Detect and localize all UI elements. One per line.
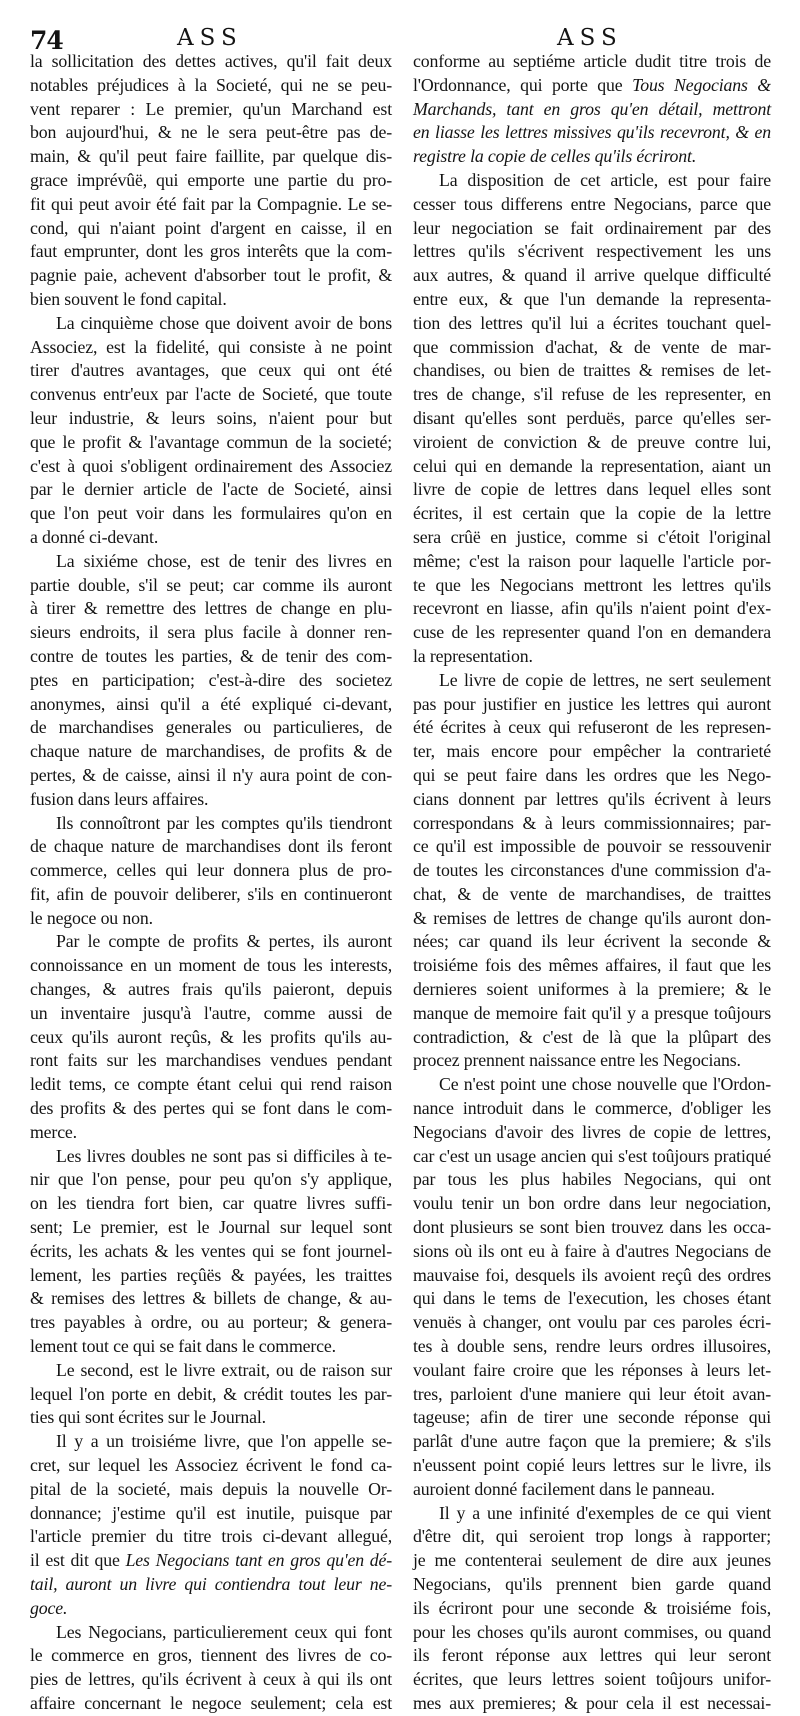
right-text-line: l'Ordonnance, qui porte que Tous Negocians & xyxy=(413,74,771,95)
right-text-line: d'être dit, qui seroient trop longs à rapporter; xyxy=(413,1526,771,1547)
left-text-line: ptes en participation; c'est-à-dire des societez xyxy=(30,669,392,690)
right-text-line: pour les choses qu'ils auront commises, ou quand xyxy=(413,1621,771,1642)
left-text-line: tail, auront un livre qui contiendra tout leur ne- xyxy=(30,1574,392,1594)
left-text-line: anonymes, ainsi qu'il a été expliqué ci-devant, xyxy=(30,693,392,714)
right-text-line: qui se peut faire dans les ordres que les Nego- xyxy=(413,764,771,785)
left-text-line: La sixiéme chose, est de tenir des livres en xyxy=(56,550,392,571)
right-text-line: manque de memoire fait qu'il y a presque toûjours xyxy=(413,1002,771,1023)
left-text-line: partie double, s'il se peut; car comme ils auront xyxy=(30,574,392,595)
left-text-line: tres payables à ordre, ou au porteur; & genera- xyxy=(30,1312,392,1333)
right-text-line: je me contenterai seulement de dire aux jeunes xyxy=(413,1550,771,1571)
right-text-line: contradiction, & c'est de là que la plûpart des xyxy=(413,1026,771,1047)
right-text-line: la representation. xyxy=(413,645,533,666)
left-text-line: Par le compte de profits & pertes, ils auront xyxy=(56,931,392,952)
left-text-line: de marchandises generales ou particulieres, de xyxy=(30,717,392,738)
right-text-line: voulant faire croire que les réponses à leurs let- xyxy=(413,1359,771,1380)
left-text-line: convenus entr'eux par l'acte de Societé, que toute xyxy=(30,384,392,405)
left-text-line: nir que l'on pense, pour peu qu'on s'y applique, xyxy=(30,1169,392,1190)
left-text-line: notables préjudices à la Societé, qui ne se peu- xyxy=(30,74,392,95)
left-text-line: un inventaire jusqu'à l'autre, comme aussi de xyxy=(30,1002,392,1023)
left-text-line: la sollicitation des dettes actives, qu'il fait deux xyxy=(30,51,392,71)
right-text-line: en liasse les lettres missives qu'ils recevront, & en xyxy=(413,122,771,143)
right-text-line: parlât d'une autre façon que la premiere; & s'ils xyxy=(413,1431,771,1452)
right-text-line: n'eussent point copié leurs lettres sur le livre, ils xyxy=(413,1455,771,1476)
right-text-line: tes à double sens, rendre leurs ordres illusoires, xyxy=(413,1336,771,1357)
left-text-line: écrits, les achats & les ventes qui se font journel- xyxy=(30,1240,392,1261)
left-text-line: cret, sur lequel les Associez écrivent le fond ca- xyxy=(30,1455,392,1476)
page-number: 74 xyxy=(30,26,63,55)
right-text-line: même; c'est la raison pour laquelle l'article por- xyxy=(413,550,771,571)
left-text-line: Il y a un troisiéme livre, que l'on appelle se- xyxy=(56,1431,392,1452)
left-text-line: faut emprunter, dont les gros interêts que la com- xyxy=(30,241,392,262)
right-text-line: Le livre de copie de lettres, ne sert seulement xyxy=(439,669,771,690)
right-text-line: procez prennent naissance entre les Negocians. xyxy=(413,1050,741,1071)
left-text-line: main, & qu'il peut faire faillite, par quelque dis- xyxy=(30,146,392,167)
right-text-line: aux autres, & quand il arrive quelque difficulté xyxy=(413,265,771,286)
left-text-line: grace imprévûë, qui emporte une partie du pro- xyxy=(30,169,392,190)
right-text-line: & remises de lettres de change qu'ils auront don- xyxy=(413,907,771,928)
right-text-line: tageuse; afin de tirer une seconde réponse qui xyxy=(413,1407,771,1428)
left-text-line: lequel l'on porte en debit, & crédit toutes les par- xyxy=(30,1383,392,1404)
right-text-line: troisiéme fois des mêmes affaires, il faut que les xyxy=(413,955,771,976)
left-text-line: il est dit que Les Negocians tant en gros qu'en dé- xyxy=(30,1550,392,1571)
left-text-line: lement, les parties reçûës & payées, les traittes xyxy=(30,1264,392,1285)
left-text-line: ront faits sur les marchandises vendues pendant xyxy=(30,1050,392,1071)
right-text-line: tres, parloient d'une maniere qui leur étoit avan- xyxy=(413,1383,771,1404)
left-text-line: c'est à quoi s'obligent ordinairement des Associez xyxy=(30,455,392,476)
right-text-line: mes aux premieres; & pour cela il est necessai- xyxy=(413,1692,771,1713)
right-text-line: Il y a une infinité d'exemples de ce qui vient xyxy=(439,1502,771,1523)
right-text-line: que commission d'achat, & de vente de mar- xyxy=(413,336,771,357)
left-text-line: fit qui peut avoir été fait par la Compagnie. Le se- xyxy=(30,193,392,214)
left-text-line: & remises des lettres & billets de change, & au- xyxy=(30,1288,392,1309)
left-text-line: ties qui sont écrites sur le Journal. xyxy=(30,1407,266,1428)
left-text-line: chaque nature de marchandises, de profits & de xyxy=(30,741,392,762)
right-text-line: cesser tous differens entre Negocians, parce que xyxy=(413,193,771,214)
right-text-line: te que les Negocians mettront les lettres qu'ils xyxy=(413,574,771,595)
right-text-line: lettres qu'ils s'écrivent respectivement les uns xyxy=(413,241,771,262)
left-text-line: bien souvent le fond capital. xyxy=(30,288,227,309)
right-text-line: correspondans & à leurs commissionnaires; par- xyxy=(413,812,771,833)
right-text-line: disant qu'elles sont perduës, parce qu'elles ser- xyxy=(413,407,771,428)
right-text-line: viroient de conviction & de preuve contre lui, xyxy=(413,431,771,452)
left-text-line: des profits & des pertes qui se font dans le com- xyxy=(30,1098,392,1119)
left-text-line: changes, & autres frais qu'ils paieront, depuis xyxy=(30,979,392,1000)
right-text-line: chandises, ou bien de traittes & remises de let- xyxy=(413,360,771,381)
right-text-line: livre de copie de lettres dans lequel elles sont xyxy=(413,479,771,500)
right-text-line: de toutes les circonstances d'une commission d'a- xyxy=(413,860,771,881)
right-text-line: Negocians, qu'ils prennent bien garde quand xyxy=(413,1574,771,1594)
right-text-line: ils écriront pour une seconde & troisiéme fois, xyxy=(413,1597,771,1618)
left-text-line: le negoce ou non. xyxy=(30,907,153,928)
text-column-left xyxy=(30,50,392,1716)
right-text-line: nées; car quand ils leur écrivent la seconde & xyxy=(413,931,771,952)
right-text-line: qui dans le tems de l'execution, les choses étant xyxy=(413,1288,771,1309)
right-text-line: registre la copie de celles qu'ils écriront. xyxy=(413,146,697,167)
right-text-line: conforme au septiéme article dudit titre trois de xyxy=(413,51,771,71)
right-text-line: ce qu'il est impossible de pouvoir se ressouvenir xyxy=(413,836,771,857)
left-text-line: l'article premier du titre trois ci-devant allegué, xyxy=(30,1526,392,1547)
left-text-line: bon aujourd'hui, & ne le sera peut-être pas de- xyxy=(30,122,392,143)
left-text-line: pies de lettres, qu'ils écrivent à ceux à qui ils ont xyxy=(30,1669,392,1690)
left-text-line: Associez, est la fidelité, qui consiste à ne point xyxy=(30,336,392,357)
left-text-line: merce. xyxy=(30,1121,77,1142)
right-text-line: écrites, il est certain que la copie de la lettre xyxy=(413,503,771,524)
right-text-line: ils feront réponse aux lettres qui leur seront xyxy=(413,1645,771,1666)
right-text-line: sera crûë en justice, comme si c'étoit l'original xyxy=(413,526,771,547)
right-text-line: voulu tenir un bon ordre dans leur negociation, xyxy=(413,1193,771,1214)
left-text-line: pagnie paie, achevent d'absorber tout le profit, & xyxy=(30,265,392,286)
left-text-line: ceux qu'ils auront reçûs, & les profits qu'ils au- xyxy=(30,1026,392,1047)
left-text-line: goce. xyxy=(30,1597,68,1618)
left-text-line: Les livres doubles ne sont pas si difficiles à te- xyxy=(56,1145,392,1166)
left-text-line: fit, afin de pouvoir deliberer, s'ils en continueront xyxy=(30,883,392,904)
left-text-line: affaire concernant le negoce seulement; cela est xyxy=(30,1692,392,1713)
right-text-line: tion des lettres qu'il lui a écrites touchant quel- xyxy=(413,312,771,333)
right-text-line: nance introduit dans le commerce, d'obliger les xyxy=(413,1098,771,1119)
left-text-line: vent reparer : Le premier, qu'un Marchand est xyxy=(30,98,392,119)
right-text-line: auroient donné facilement dans le panneau. xyxy=(413,1478,715,1499)
left-text-line: contre de toutes les parties, & de tenir des com- xyxy=(30,645,392,666)
left-text-line: Ils connoîtront par les comptes qu'ils tiendront xyxy=(56,812,392,833)
right-text-line: La disposition de cet article, est pour faire xyxy=(439,169,771,190)
right-text-line: écrites, que leurs lettres soient toûjours unifor- xyxy=(413,1669,771,1690)
right-text-line: recevront en liasse, afin qu'ils n'aient point d'ex- xyxy=(413,598,771,619)
text-column-right xyxy=(413,50,771,1716)
left-text-line: par le dernier article de l'acte de Societé, ainsi xyxy=(30,479,392,500)
left-text-line: Le second, est le livre extrait, ou de raison sur xyxy=(56,1359,392,1380)
right-text-line: mauvaise foi, desquels ils avoient reçû des ordres xyxy=(413,1264,771,1285)
left-text-line: donnance; j'estime qu'il est inutile, puisque par xyxy=(30,1502,392,1523)
right-text-line: celui qui en demande la representation, aiant un xyxy=(413,455,771,476)
right-text-line: car c'est un usage ancien qui s'est toûjours pratiqué xyxy=(413,1145,771,1166)
left-text-line: tirer d'autres avantages, que ceux qui ont été xyxy=(30,360,392,381)
right-text-line: cuse de les representer quand l'on en demandera xyxy=(413,622,771,643)
right-text-line: Marchands, tant en gros qu'en détail, mettront xyxy=(413,98,771,119)
right-text-line: été écrites à ceux qui refuseront de les represen- xyxy=(413,717,771,738)
right-text-line: dernieres soient uniformes à la premiere; & le xyxy=(413,979,771,1000)
left-text-line: commerce, celles qui leur donnera plus de pro- xyxy=(30,860,392,881)
left-text-line: leur industrie, & leurs soins, n'aient pour but xyxy=(30,407,392,428)
left-text-line: pertes, & de caisse, ainsi il n'y aura point de con- xyxy=(30,764,392,785)
left-text-line: connoissance en un moment de tous les interests, xyxy=(30,955,392,976)
left-text-line: sent; Le premier, est le Journal sur lequel sont xyxy=(30,1217,392,1238)
left-text-line: lement tout ce qui se fait dans le commerce. xyxy=(30,1336,336,1357)
left-text-line: ledit tems, ce compte étant celui qui rend raison xyxy=(30,1074,392,1095)
right-text-line: Negocians d'avoir des livres de copie de lettres, xyxy=(413,1121,771,1142)
left-text-line: pital de la societé, mais depuis la nouvelle Or- xyxy=(30,1478,392,1499)
right-text-line: par tous les plus habiles Negocians, qui ont xyxy=(413,1169,771,1190)
left-text-line: La cinquième chose que doivent avoir de bons xyxy=(56,312,392,333)
right-text-line: dont plusieurs se sont bien trouvez dans les occa- xyxy=(413,1217,771,1238)
left-text-line: Les Negocians, particulierement ceux qui font xyxy=(56,1621,392,1642)
running-head-left: ASS xyxy=(177,25,243,51)
right-text-line: pas pour justifier en justice les lettres qui auront xyxy=(413,693,771,714)
right-text-line: leur negociation se fait ordinairement par des xyxy=(413,217,771,238)
left-text-line: fusion dans leurs affaires. xyxy=(30,788,209,809)
left-text-line: que le profit & l'avantage commun de la societé; xyxy=(30,431,392,452)
right-text-line: cians donnent par lettres qu'ils écrivent à leurs xyxy=(413,788,771,809)
left-text-line: à tirer & remettre des lettres de change en plu- xyxy=(30,598,392,619)
right-text-line: entre eux, & que l'un demande la representa- xyxy=(413,288,771,309)
running-head-right: ASS xyxy=(557,25,623,51)
right-text-line: venuës à changer, ont voulu par ces paroles écri- xyxy=(413,1312,771,1333)
left-text-line: cond, qui n'aiant point d'argent en caisse, il en xyxy=(30,217,392,238)
right-text-line: chat, & de vente de marchandises, de traittes xyxy=(413,883,771,904)
left-text-line: le commerce en gros, tiennent des livres de co- xyxy=(30,1645,392,1666)
left-text-line: sieurs endroits, il sera plus facile à donner ren- xyxy=(30,622,392,643)
left-text-line: a donné ci-devant. xyxy=(30,526,159,547)
right-text-line: Ce n'est point une chose nouvelle que l'Ordon- xyxy=(439,1074,771,1095)
left-text-line: de chaque nature de marchandises dont ils feront xyxy=(30,836,392,857)
left-text-line: on les tiendra fort bien, car quatre livres suffi- xyxy=(30,1193,392,1214)
right-text-line: tres de change, s'il refuse de les representer, en xyxy=(413,384,771,405)
left-text-line: que l'on peut voir dans les formulaires qu'on en xyxy=(30,503,392,524)
right-text-line: sions où ils ont eu à faire à d'autres Negocians de xyxy=(413,1240,771,1261)
right-text-line: ter, mais encore pour empêcher la contrarieté xyxy=(413,741,771,762)
